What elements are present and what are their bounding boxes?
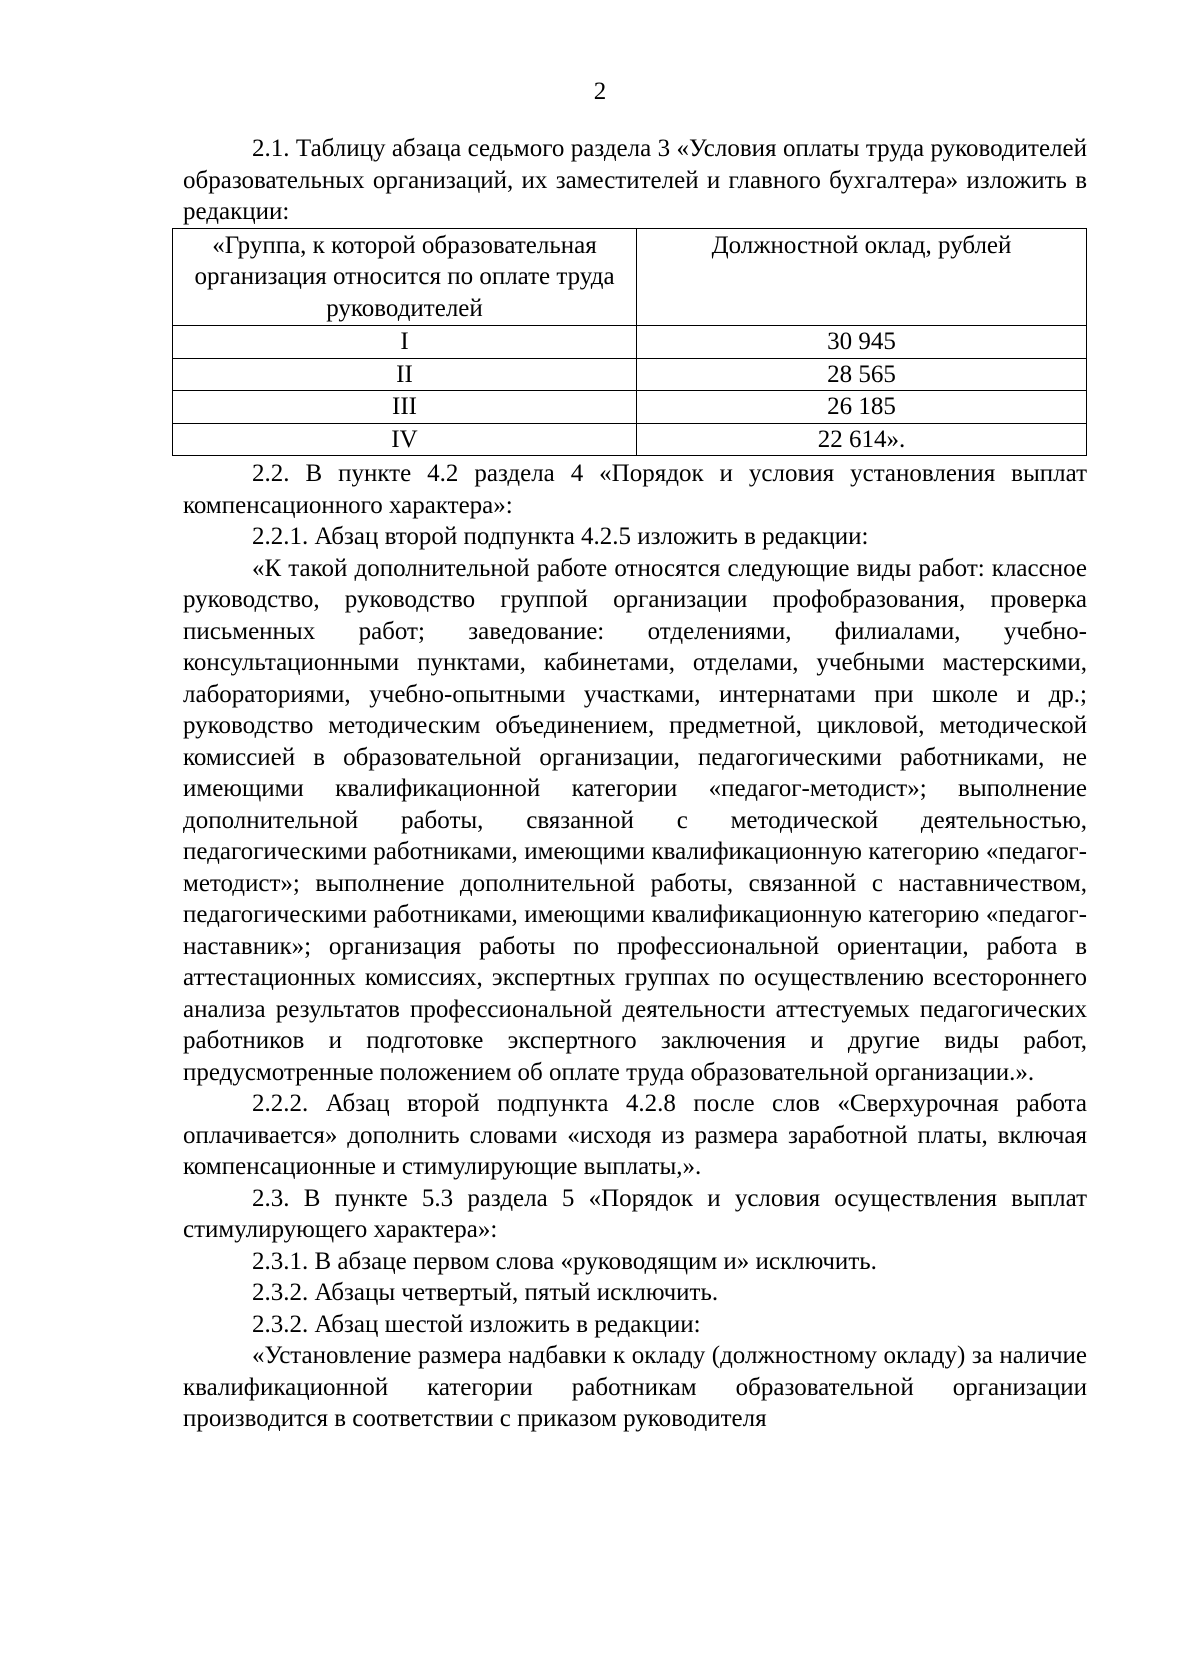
paragraph-2-3-2-first: 2.3.2. Абзацы четвертый, пятый исключить. [252,1279,719,1306]
table-row [173,358,1087,391]
table-cell-salary: 26 185 [637,391,1087,424]
table-cell-salary: 22 614». [637,423,1087,456]
paragraph-2-1: 2.1. Таблицу абзаца седьмого раздела 3 «Условия оплаты труда руководителей образовательных организаций, их заместителей и главного бухгалтера» изложить в редакции: [183,135,1087,225]
page-number: 2 [593,78,607,105]
salary-table [172,228,1087,457]
paragraph-2-3: 2.3. В пункте 5.3 раздела 5 «Порядок и условия осуществления выплат стимулирующего характера»: [183,1184,1087,1243]
table-header-group: «Группа, к которой образовательная организация относится по оплате труда руководителей [173,228,637,326]
paragraph-2-2: 2.2. В пункте 4.2 раздела 4 «Порядок и условия установления выплат компенсационного характера»: [183,460,1087,519]
table-row [173,326,1087,359]
table-cell-salary: 30 945 [637,326,1087,359]
table-cell-salary: 28 565 [637,358,1087,391]
document-body [183,133,1087,1435]
table-cell-group: IV [173,423,637,456]
paragraph-2-3-1: 2.3.1. В абзаце первом слова «руководящим и» исключить. [252,1247,877,1275]
paragraph-2-3-2-second: 2.3.2. Абзац шестой изложить в редакции: [252,1310,701,1338]
table-cell-group: III [173,391,637,424]
table-row [173,391,1087,424]
table-cell-group: I [173,326,637,359]
table-row [173,423,1087,456]
table-cell-group: II [173,358,637,391]
table-header-salary: Должностной оклад, рублей [637,228,1087,326]
quoted-paragraph-additional-work: «К такой дополнительной работе относятся следующие виды работ: классное руководство, руководство группой организации профобразования, проверка письменных работ; заведование: отделениями, филиалами, учебно-консультационными пунктами, кабинетами, отделами, учебными мастерскими, лабораториями, учебно-опытными участками, интернатами при школе и др.; руководство методическим объединением, предметной, цикловой, методической комиссией в образовательной организации, педагогическими работниками, не имеющими квалификационной категории «педагог-методист»; выполнение дополнительной работы, связанной с методической деятельностью, педагогическими работниками, имеющими квалификационную категорию «педагог-методист»; выполнение дополнительной работы, связанной с наставничеством, педагогическими работниками, имеющими квалификационную категорию «педагог-наставник»; организация работы по профессиональной ориентации, работа в аттестационных комиссиях, экспертных группах по осуществлению всестороннего анализа результатов профессиональной деятельности аттестуемых педагогических работников и подготовке экспертного заключения и другие виды работ, предусмотренные положением об оплате труда образовательной организации.». [183,554,1087,1086]
table-header-row [173,228,1087,326]
quoted-paragraph-allowance: «Установление размера надбавки к окладу (должностному окладу) за наличие квалификационной категории работникам образовательной организации производится в соответствии с приказом руководителя [183,1342,1087,1432]
paragraph-2-2-2: 2.2.2. Абзац второй подпункта 4.2.8 после слов «Сверхурочная работа оплачивается» дополнить словами «исходя из размера заработной платы, включая компенсационные и стимулирующие выплаты,». [183,1090,1087,1180]
paragraph-2-2-1: 2.2.1. Абзац второй подпункта 4.2.5 изложить в редакции: [252,523,869,550]
